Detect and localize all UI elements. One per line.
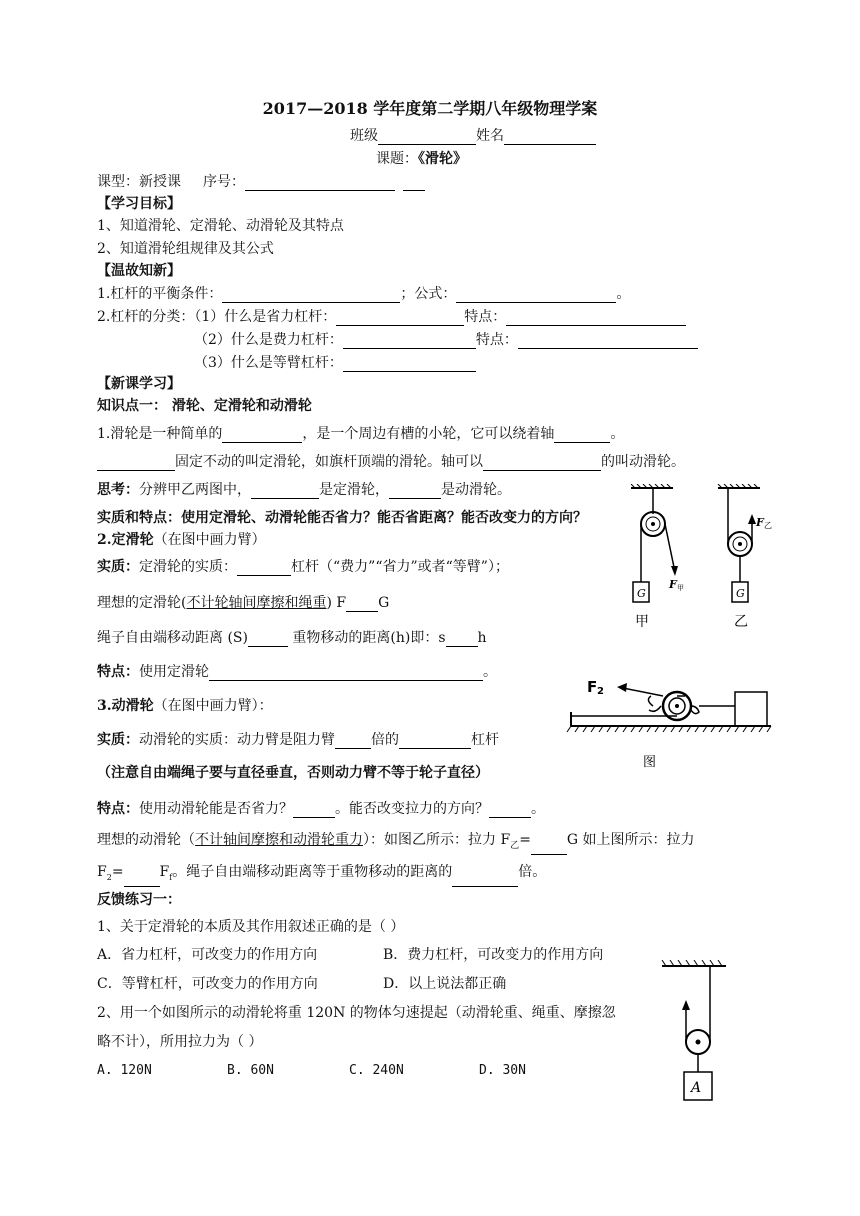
- balance-condition-blank[interactable]: [222, 288, 400, 303]
- moving-pulley-note: （在图中画力臂）：: [153, 698, 273, 714]
- a-label: A: [691, 1080, 702, 1096]
- ideal-moving-text-3: G 如上图所示：拉力: [566, 832, 695, 848]
- simple-machine-blank[interactable]: [222, 428, 302, 443]
- review-q2-2: [194, 331, 698, 349]
- rope-distance-blank[interactable]: [248, 632, 288, 647]
- lever-cost-blank[interactable]: [343, 334, 476, 349]
- fixed-force-blank[interactable]: [346, 597, 378, 612]
- class-name-line: [350, 127, 596, 145]
- f-yi-blank[interactable]: [531, 840, 567, 855]
- ideal-moving-eq: =: [519, 832, 531, 848]
- fixed-feature-text: 使用定滑轮: [139, 664, 209, 680]
- practice-q2: 2、用一个如图所示的动滑轮将重 120N 的物体匀速提起（动滑轮重、绳重、摩擦忽: [97, 1005, 616, 1021]
- ff-subscript: f: [169, 872, 173, 882]
- knowledge-point-1: 知识点一： 滑轮、定滑轮和动滑轮: [97, 398, 312, 414]
- review-q1: [97, 285, 630, 303]
- goal-item: 2、知道滑轮组规律及其公式: [97, 241, 274, 257]
- ideal-moving: [97, 831, 695, 855]
- f2-subscript: 2: [106, 872, 112, 882]
- ff-label: F: [159, 864, 170, 880]
- ideal-fixed-g: G: [378, 595, 390, 611]
- pulley-def-text: 1.滑轮是一种简单的: [97, 426, 223, 442]
- option-b[interactable]: B．费力杠杆，可改变力的作用方向: [383, 947, 604, 963]
- fixed-essence-text-2: 杠杆（“费力”“省力”或者“等臂”）；: [291, 559, 509, 575]
- name-label: 姓名: [476, 128, 504, 144]
- f2-label: F: [97, 864, 107, 880]
- moving-pulley-a-figure: [658, 960, 730, 1104]
- option-a[interactable]: A．省力杠杆，可改变力的作用方向: [97, 947, 318, 963]
- moving-pulley-title: 3.动滑轮: [97, 698, 154, 714]
- option-c[interactable]: C. 240N: [349, 1063, 404, 1078]
- option-b[interactable]: B. 60N: [227, 1063, 274, 1078]
- lever-equal-blank[interactable]: [343, 357, 476, 372]
- fixed-feature: [97, 663, 497, 681]
- moving-essence-text-2: 倍的: [371, 732, 399, 748]
- ideal-fixed-condition: 不计轮轴间摩擦和绳重: [186, 595, 327, 611]
- fixed-pulley-heading: [97, 531, 266, 549]
- rope-distance-text-2: 重物移动的距离(h)即：s: [287, 630, 446, 646]
- page-title: 2017—2018 学年度第二学期八年级物理学案: [262, 99, 598, 118]
- tu-label: 图: [643, 755, 657, 770]
- option-a[interactable]: A. 120N: [97, 1063, 152, 1078]
- seq-blank[interactable]: [245, 176, 395, 191]
- moving-feature-text-2: 。能否改变拉力的方向？: [335, 801, 489, 817]
- moving-pulley-def: 的叫动滑轮。: [601, 454, 685, 470]
- distance-multiple-blank[interactable]: [452, 872, 518, 887]
- review-q2: [97, 308, 686, 326]
- moving-lever-type-blank[interactable]: [399, 734, 471, 749]
- think-label: 思考：: [97, 482, 139, 498]
- meta-line: [97, 173, 425, 191]
- think-text-2: 是定滑轮，: [319, 482, 389, 498]
- s-h-blank[interactable]: [446, 632, 478, 647]
- review-q2-feature: 特点：: [464, 309, 507, 325]
- fixed-feature-end: 。: [483, 664, 497, 680]
- review-q2-2-feature: 特点：: [475, 332, 518, 348]
- moving-pulley-blank[interactable]: [389, 484, 441, 499]
- fixed-pulley-blank[interactable]: [251, 484, 319, 499]
- moving-pulley-figure: [712, 484, 782, 634]
- practice-q2-cont: 略不计），所用拉力为（ ）: [97, 1034, 263, 1050]
- f-yi-subscript: 乙: [764, 521, 772, 530]
- f-jia-subscript: 甲: [677, 584, 684, 592]
- topic-line: [376, 150, 467, 168]
- f2-blank[interactable]: [124, 872, 160, 887]
- rope-distance-text: 绳子自由端移动距离 (S): [97, 630, 248, 646]
- f2-subscript: 2: [597, 686, 604, 697]
- yi-label: 乙: [734, 614, 748, 630]
- think-text: 分辨甲乙两图中，: [139, 482, 251, 498]
- fixed-pulley-figure: [625, 484, 685, 634]
- ideal-moving-text: 理想的动滑轮（: [97, 832, 195, 848]
- think-text-3: 是动滑轮。: [441, 482, 511, 498]
- rope-distance: [97, 629, 487, 647]
- option-d[interactable]: D. 30N: [479, 1063, 526, 1078]
- ideal-moving-condition: 不计轴间摩擦和动滑轮重力: [195, 832, 363, 848]
- review-q1-end: 。: [616, 286, 631, 302]
- moving-feature-text: 使用动滑轮能是否省力？: [139, 801, 293, 817]
- review-q2-3-text: （3）什么是等臂杠杆：: [194, 355, 343, 371]
- practice-heading: 反馈练习一：: [97, 892, 181, 908]
- f-yi-subscript: 乙: [510, 840, 520, 851]
- topic-title: 《滑轮》: [418, 151, 467, 167]
- essence-label: 实质：: [97, 559, 139, 575]
- pulley-def-end: 。: [610, 426, 625, 442]
- ideal-fixed: [97, 594, 389, 612]
- g-label: G: [736, 587, 745, 600]
- f-yi-label: F: [756, 516, 764, 529]
- ideal-fixed-f: ) F: [326, 595, 347, 611]
- pulley-def-text-2: ，是一个周边有槽的小轮，它可以绕着轴: [302, 426, 555, 442]
- name-blank[interactable]: [504, 130, 596, 145]
- save-force-blank[interactable]: [293, 803, 335, 818]
- pulley-def-2: [97, 453, 685, 471]
- multiple-blank[interactable]: [335, 734, 371, 749]
- lever-save-blank[interactable]: [336, 311, 464, 326]
- formula-blank[interactable]: [456, 288, 616, 303]
- fixed-essence-text: 定滑轮的实质：: [139, 559, 237, 575]
- jia-label: 甲: [635, 614, 649, 630]
- review-q2-text: 2.杠杆的分类：（1）什么是省力杠杆：: [97, 309, 337, 325]
- review-q2-3: [194, 354, 476, 372]
- class-label: 班级: [350, 128, 378, 144]
- feature-label: 特点：: [97, 801, 139, 817]
- fixed-lever-type-blank[interactable]: [237, 561, 291, 576]
- new-heading: 【新课学习】: [97, 376, 181, 392]
- feature-label: 特点：: [97, 664, 139, 680]
- essence-question: 实质和特点：使用定滑轮、动滑轮能否省力？能否省距离？能否改变力的方向？: [97, 510, 587, 526]
- f2-label: F: [587, 678, 598, 696]
- fixed-feature-blank[interactable]: [209, 666, 483, 681]
- moving-essence-text: 动滑轮的实质：动力臂是阻力臂: [139, 732, 335, 748]
- class-blank[interactable]: [378, 130, 476, 145]
- rope-distance-h: h: [477, 630, 487, 646]
- direction-blank[interactable]: [489, 803, 531, 818]
- option-d[interactable]: D．以上说法都正确: [383, 976, 507, 992]
- f2-text: 。绳子自由端移动距离等于重物移动的距离的: [172, 864, 453, 880]
- pulley-def-1: [97, 425, 624, 443]
- lesson-type: 课型：新授课: [97, 174, 181, 190]
- goal-item: 1、知道滑轮、定滑轮、动滑轮及其特点: [97, 218, 344, 234]
- fixed-essence: [97, 558, 509, 576]
- moving-feature: [97, 800, 545, 818]
- ideal-moving-text-2: ）：如图乙所示：拉力 F: [363, 832, 511, 848]
- f2-eq: =: [111, 864, 124, 880]
- f2-line: [97, 863, 546, 887]
- fixed-pulley-note: （在图中画力臂）: [153, 532, 266, 548]
- goals-heading: 【学习目标】: [97, 196, 181, 212]
- lever-save-feature-blank[interactable]: [506, 311, 686, 326]
- topic-prefix: 课题：: [376, 151, 418, 167]
- f-jia-label: F: [669, 578, 677, 591]
- practice-q1-options-row-2: [97, 975, 506, 993]
- moving-essence-text-3: 杠杆: [471, 732, 499, 748]
- axis-move-blank[interactable]: [483, 456, 601, 471]
- horizontal-pulley-figure: [565, 672, 775, 772]
- review-q1-formula-label: ；公式：: [400, 286, 457, 302]
- review-q1-text: 1.杠杆的平衡条件：: [97, 286, 223, 302]
- note-line: （注意自由端绳子要与直径垂直，否则动力臂不等于轮子直径）: [97, 765, 489, 781]
- g-label: G: [637, 587, 646, 600]
- essence-label: 实质：: [97, 732, 139, 748]
- moving-feature-end: 。: [531, 801, 545, 817]
- lever-cost-feature-blank[interactable]: [518, 334, 698, 349]
- ideal-fixed-text: 理想的定滑轮(: [97, 595, 187, 611]
- seq-label: 序号：: [203, 174, 245, 190]
- moving-essence: [97, 731, 499, 749]
- fixed-pulley-title: 2.定滑轮: [97, 532, 154, 548]
- practice-q1-options-row-1: [97, 946, 603, 964]
- moving-pulley-heading: [97, 697, 273, 715]
- rotate-blank[interactable]: [554, 428, 610, 443]
- review-q2-2-text: （2）什么是费力杠杆：: [194, 332, 343, 348]
- think-line: [97, 481, 511, 499]
- seq-blank-2[interactable]: [403, 176, 425, 191]
- option-c[interactable]: C．等臂杠杆，可改变力的作用方向: [97, 976, 318, 992]
- practice-q2-options: [97, 1062, 526, 1080]
- fixed-pulley-def: 固定不动的叫定滑轮，如旗杆顶端的滑轮。轴可以: [175, 454, 483, 470]
- practice-q1: 1、关于定滑轮的本质及其作用叙述正确的是（ ）: [97, 919, 405, 935]
- review-heading: 【温故知新】: [97, 263, 181, 279]
- axis-fixed-blank[interactable]: [97, 456, 175, 471]
- f2-end: 倍。: [518, 864, 547, 880]
